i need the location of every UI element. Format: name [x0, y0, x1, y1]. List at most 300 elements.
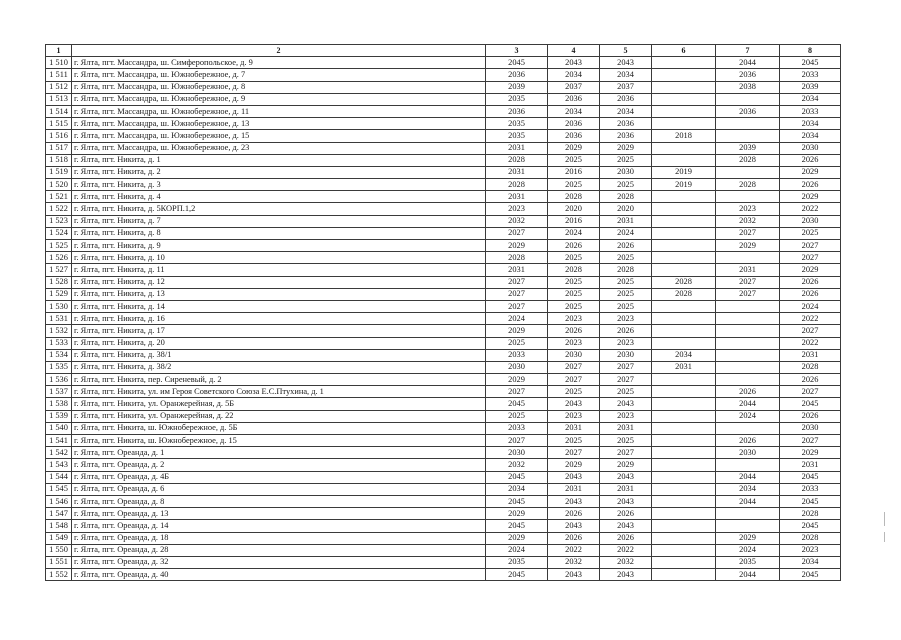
address-cell: г. Ялта, пгт. Ореанда, д. 1: [72, 447, 486, 459]
year-col-8-cell: 2026: [780, 288, 841, 300]
year-col-5-cell: 2043: [600, 471, 652, 483]
year-col-3-cell: 2031: [486, 166, 548, 178]
row-number-cell: 1 520: [46, 179, 72, 191]
year-col-6-cell: [652, 191, 716, 203]
year-col-5-cell: 2043: [600, 398, 652, 410]
year-col-8-cell: 2026: [780, 276, 841, 288]
address-cell: г. Ялта, пгт. Никита, д. 13: [72, 288, 486, 300]
year-col-3-cell: 2027: [486, 288, 548, 300]
row-number-cell: 1 521: [46, 191, 72, 203]
scan-edge-mark: [884, 532, 885, 542]
year-col-4-cell: 2025: [548, 386, 600, 398]
table-row: [46, 166, 841, 178]
year-col-4-cell: 2027: [548, 374, 600, 386]
column-header: 7: [716, 45, 780, 57]
year-col-3-cell: 2045: [486, 569, 548, 581]
year-col-7-cell: 2044: [716, 57, 780, 69]
year-col-4-cell: 2026: [548, 240, 600, 252]
year-col-4-cell: 2025: [548, 179, 600, 191]
table-row: [46, 435, 841, 447]
year-col-8-cell: 2031: [780, 459, 841, 471]
address-cell: г. Ялта, пгт. Ореанда, д. 2: [72, 459, 486, 471]
year-col-4-cell: 2025: [548, 276, 600, 288]
year-col-5-cell: 2023: [600, 337, 652, 349]
year-col-6-cell: [652, 154, 716, 166]
year-col-3-cell: 2031: [486, 264, 548, 276]
year-col-7-cell: 2032: [716, 215, 780, 227]
year-col-8-cell: 2027: [780, 386, 841, 398]
year-col-3-cell: 2045: [486, 520, 548, 532]
year-col-3-cell: 2033: [486, 422, 548, 434]
year-col-7-cell: [716, 508, 780, 520]
year-col-3-cell: 2029: [486, 508, 548, 520]
year-col-7-cell: 2044: [716, 398, 780, 410]
year-col-5-cell: 2034: [600, 69, 652, 81]
row-number-cell: 1 550: [46, 544, 72, 556]
address-cell: г. Ялта, пгт. Ореанда, д. 6: [72, 483, 486, 495]
year-col-3-cell: 2027: [486, 276, 548, 288]
year-col-7-cell: [716, 166, 780, 178]
address-cell: г. Ялта, пгт. Массандра, ш. Симферопольское, д. 9: [72, 57, 486, 69]
year-col-3-cell: 2029: [486, 532, 548, 544]
year-col-4-cell: 2025: [548, 288, 600, 300]
address-cell: г. Ялта, пгт. Никита, д. 10: [72, 252, 486, 264]
year-col-3-cell: 2027: [486, 435, 548, 447]
address-cell: г. Ялта, пгт. Никита, ш. Южнобережное, д. 5Б: [72, 422, 486, 434]
year-col-5-cell: 2027: [600, 374, 652, 386]
year-col-7-cell: 2034: [716, 483, 780, 495]
year-col-8-cell: 2030: [780, 422, 841, 434]
address-cell: г. Ялта, пгт. Ореанда, д. 32: [72, 556, 486, 568]
year-col-3-cell: 2045: [486, 471, 548, 483]
year-col-5-cell: 2025: [600, 288, 652, 300]
year-col-4-cell: 2028: [548, 264, 600, 276]
year-col-6-cell: [652, 483, 716, 495]
year-col-6-cell: [652, 57, 716, 69]
year-col-4-cell: 2023: [548, 410, 600, 422]
address-cell: г. Ялта, пгт. Никита, д. 38/2: [72, 361, 486, 373]
year-col-6-cell: [652, 422, 716, 434]
year-col-7-cell: [716, 337, 780, 349]
year-col-5-cell: 2031: [600, 422, 652, 434]
year-col-5-cell: 2043: [600, 520, 652, 532]
address-cell: г. Ялта, пгт. Никита, ул. Оранжерейная, д. 5Б: [72, 398, 486, 410]
address-cell: г. Ялта, пгт. Ореанда, д. 8: [72, 495, 486, 507]
schedule-table: [45, 44, 841, 581]
year-col-4-cell: 2020: [548, 203, 600, 215]
year-col-7-cell: [716, 130, 780, 142]
year-col-8-cell: 2045: [780, 495, 841, 507]
address-cell: г. Ялта, пгт. Никита, д. 7: [72, 215, 486, 227]
column-header: 4: [548, 45, 600, 57]
year-col-8-cell: 2029: [780, 166, 841, 178]
year-col-3-cell: 2029: [486, 325, 548, 337]
table-row: [46, 142, 841, 154]
year-col-8-cell: 2045: [780, 569, 841, 581]
year-col-6-cell: [652, 264, 716, 276]
address-cell: г. Ялта, пгт. Никита, д. 12: [72, 276, 486, 288]
year-col-7-cell: [716, 300, 780, 312]
table-row: [46, 191, 841, 203]
year-col-7-cell: 2036: [716, 105, 780, 117]
year-col-5-cell: 2027: [600, 361, 652, 373]
year-col-7-cell: 2023: [716, 203, 780, 215]
year-col-7-cell: 2027: [716, 227, 780, 239]
year-col-6-cell: [652, 386, 716, 398]
year-col-5-cell: 2036: [600, 118, 652, 130]
year-col-8-cell: 2030: [780, 142, 841, 154]
row-number-cell: 1 530: [46, 300, 72, 312]
table-row: [46, 349, 841, 361]
header-row: [46, 45, 841, 57]
year-col-8-cell: 2022: [780, 313, 841, 325]
year-col-8-cell: 2028: [780, 361, 841, 373]
row-number-cell: 1 511: [46, 69, 72, 81]
table-row: [46, 532, 841, 544]
table-row: [46, 264, 841, 276]
row-number-cell: 1 528: [46, 276, 72, 288]
row-number-cell: 1 551: [46, 556, 72, 568]
year-col-5-cell: 2043: [600, 495, 652, 507]
year-col-8-cell: 2027: [780, 252, 841, 264]
table-row: [46, 520, 841, 532]
row-number-cell: 1 538: [46, 398, 72, 410]
row-number-cell: 1 534: [46, 349, 72, 361]
year-col-6-cell: [652, 325, 716, 337]
year-col-7-cell: [716, 361, 780, 373]
year-col-3-cell: 2039: [486, 81, 548, 93]
year-col-3-cell: 2036: [486, 69, 548, 81]
address-cell: г. Ялта, пгт. Массандра, ш. Южнобережное, д. 7: [72, 69, 486, 81]
year-col-3-cell: 2025: [486, 337, 548, 349]
year-col-7-cell: 2027: [716, 276, 780, 288]
year-col-8-cell: 2029: [780, 447, 841, 459]
year-col-6-cell: [652, 203, 716, 215]
year-col-8-cell: 2030: [780, 215, 841, 227]
year-col-5-cell: 2036: [600, 93, 652, 105]
year-col-6-cell: [652, 337, 716, 349]
address-cell: г. Ялта, пгт. Никита, д. 4: [72, 191, 486, 203]
address-cell: г. Ялта, пгт. Массандра, ш. Южнобережное, д. 15: [72, 130, 486, 142]
year-col-7-cell: 2030: [716, 447, 780, 459]
year-col-4-cell: 2030: [548, 349, 600, 361]
year-col-8-cell: 2045: [780, 57, 841, 69]
row-number-cell: 1 535: [46, 361, 72, 373]
year-col-6-cell: 2034: [652, 349, 716, 361]
table-row: [46, 154, 841, 166]
row-number-cell: 1 533: [46, 337, 72, 349]
year-col-7-cell: [716, 252, 780, 264]
year-col-6-cell: [652, 471, 716, 483]
column-header: 8: [780, 45, 841, 57]
address-cell: г. Ялта, пгт. Никита, д. 5КОРП.1,2: [72, 203, 486, 215]
year-col-8-cell: 2033: [780, 69, 841, 81]
table-row: [46, 215, 841, 227]
row-number-cell: 1 513: [46, 93, 72, 105]
row-number-cell: 1 540: [46, 422, 72, 434]
year-col-7-cell: [716, 422, 780, 434]
year-col-5-cell: 2028: [600, 264, 652, 276]
row-number-cell: 1 526: [46, 252, 72, 264]
year-col-6-cell: [652, 313, 716, 325]
row-number-cell: 1 514: [46, 105, 72, 117]
table-row: [46, 240, 841, 252]
row-number-cell: 1 548: [46, 520, 72, 532]
address-cell: г. Ялта, пгт. Ореанда, д. 28: [72, 544, 486, 556]
year-col-4-cell: 2025: [548, 300, 600, 312]
year-col-5-cell: 2025: [600, 386, 652, 398]
year-col-3-cell: 2045: [486, 398, 548, 410]
table-row: [46, 386, 841, 398]
address-cell: г. Ялта, пгт. Ореанда, д. 40: [72, 569, 486, 581]
year-col-5-cell: 2030: [600, 349, 652, 361]
year-col-6-cell: [652, 544, 716, 556]
year-col-4-cell: 2026: [548, 325, 600, 337]
year-col-7-cell: 2026: [716, 435, 780, 447]
year-col-8-cell: 2028: [780, 508, 841, 520]
row-number-cell: 1 522: [46, 203, 72, 215]
row-number-cell: 1 532: [46, 325, 72, 337]
table-row: [46, 337, 841, 349]
year-col-4-cell: 2022: [548, 544, 600, 556]
year-col-4-cell: 2029: [548, 459, 600, 471]
address-cell: г. Ялта, пгт. Ореанда, д. 13: [72, 508, 486, 520]
year-col-3-cell: 2028: [486, 179, 548, 191]
year-col-5-cell: 2026: [600, 508, 652, 520]
row-number-cell: 1 542: [46, 447, 72, 459]
row-number-cell: 1 518: [46, 154, 72, 166]
address-cell: г. Ялта, пгт. Никита, д. 3: [72, 179, 486, 191]
year-col-4-cell: 2027: [548, 361, 600, 373]
table-row: [46, 447, 841, 459]
table-row: [46, 495, 841, 507]
year-col-7-cell: 2044: [716, 495, 780, 507]
year-col-4-cell: 2027: [548, 447, 600, 459]
year-col-4-cell: 2016: [548, 166, 600, 178]
year-col-4-cell: 2036: [548, 93, 600, 105]
row-number-cell: 1 515: [46, 118, 72, 130]
address-cell: г. Ялта, пгт. Никита, д. 9: [72, 240, 486, 252]
year-col-5-cell: 2025: [600, 276, 652, 288]
table-row: [46, 288, 841, 300]
year-col-3-cell: 2027: [486, 300, 548, 312]
year-col-6-cell: [652, 508, 716, 520]
year-col-8-cell: 2027: [780, 325, 841, 337]
year-col-8-cell: 2022: [780, 203, 841, 215]
year-col-6-cell: [652, 459, 716, 471]
address-cell: г. Ялта, пгт. Никита, ул. им Героя Советского Союза Е.С.Птухина, д. 1: [72, 386, 486, 398]
year-col-3-cell: 2028: [486, 252, 548, 264]
year-col-7-cell: 2038: [716, 81, 780, 93]
year-col-5-cell: 2027: [600, 447, 652, 459]
year-col-3-cell: 2024: [486, 313, 548, 325]
year-col-5-cell: 2023: [600, 410, 652, 422]
address-cell: г. Ялта, пгт. Массандра, ш. Южнобережное, д. 9: [72, 93, 486, 105]
year-col-7-cell: 2029: [716, 240, 780, 252]
table-row: [46, 410, 841, 422]
year-col-5-cell: 2029: [600, 142, 652, 154]
table-row: [46, 556, 841, 568]
year-col-6-cell: [652, 435, 716, 447]
year-col-6-cell: [652, 93, 716, 105]
table-row: [46, 57, 841, 69]
year-col-6-cell: [652, 105, 716, 117]
row-number-cell: 1 516: [46, 130, 72, 142]
year-col-8-cell: 2034: [780, 118, 841, 130]
year-col-7-cell: 2039: [716, 142, 780, 154]
year-col-8-cell: 2045: [780, 520, 841, 532]
year-col-7-cell: [716, 118, 780, 130]
year-col-4-cell: 2036: [548, 130, 600, 142]
year-col-7-cell: [716, 374, 780, 386]
year-col-6-cell: [652, 142, 716, 154]
year-col-8-cell: 2024: [780, 300, 841, 312]
row-number-cell: 1 527: [46, 264, 72, 276]
row-number-cell: 1 549: [46, 532, 72, 544]
year-col-6-cell: [652, 118, 716, 130]
year-col-4-cell: 2031: [548, 422, 600, 434]
year-col-3-cell: 2035: [486, 556, 548, 568]
year-col-6-cell: [652, 398, 716, 410]
year-col-6-cell: [652, 300, 716, 312]
year-col-4-cell: 2025: [548, 154, 600, 166]
year-col-3-cell: 2034: [486, 483, 548, 495]
year-col-8-cell: 2026: [780, 179, 841, 191]
row-number-cell: 1 539: [46, 410, 72, 422]
address-cell: г. Ялта, пгт. Массандра, ш. Южнобережное, д. 8: [72, 81, 486, 93]
year-col-3-cell: 2032: [486, 459, 548, 471]
table-row: [46, 374, 841, 386]
year-col-8-cell: 2026: [780, 154, 841, 166]
year-col-3-cell: 2032: [486, 215, 548, 227]
table-row: [46, 69, 841, 81]
year-col-3-cell: 2030: [486, 361, 548, 373]
row-number-cell: 1 545: [46, 483, 72, 495]
year-col-3-cell: 2035: [486, 130, 548, 142]
year-col-3-cell: 2035: [486, 93, 548, 105]
year-col-4-cell: 2043: [548, 495, 600, 507]
year-col-7-cell: 2026: [716, 386, 780, 398]
year-col-7-cell: 2031: [716, 264, 780, 276]
year-col-8-cell: 2029: [780, 191, 841, 203]
year-col-7-cell: [716, 93, 780, 105]
year-col-8-cell: 2033: [780, 105, 841, 117]
year-col-7-cell: 2024: [716, 544, 780, 556]
year-col-4-cell: 2034: [548, 105, 600, 117]
year-col-6-cell: [652, 410, 716, 422]
year-col-6-cell: 2018: [652, 130, 716, 142]
address-cell: г. Ялта, пгт. Ореанда, д. 4Б: [72, 471, 486, 483]
year-col-6-cell: [652, 69, 716, 81]
year-col-4-cell: 2025: [548, 252, 600, 264]
year-col-5-cell: 2026: [600, 532, 652, 544]
year-col-4-cell: 2023: [548, 337, 600, 349]
year-col-8-cell: 2027: [780, 435, 841, 447]
table-row: [46, 569, 841, 581]
year-col-8-cell: 2027: [780, 240, 841, 252]
year-col-7-cell: 2024: [716, 410, 780, 422]
table-row: [46, 252, 841, 264]
year-col-7-cell: 2044: [716, 471, 780, 483]
address-cell: г. Ялта, пгт. Никита, пер. Сиреневый, д. 2: [72, 374, 486, 386]
table-row: [46, 276, 841, 288]
row-number-cell: 1 512: [46, 81, 72, 93]
table-row: [46, 471, 841, 483]
year-col-5-cell: 2037: [600, 81, 652, 93]
column-header: 1: [46, 45, 72, 57]
table-row: [46, 227, 841, 239]
year-col-8-cell: 2045: [780, 398, 841, 410]
year-col-3-cell: 2045: [486, 57, 548, 69]
year-col-7-cell: [716, 459, 780, 471]
row-number-cell: 1 517: [46, 142, 72, 154]
table-row: [46, 422, 841, 434]
year-col-5-cell: 2026: [600, 325, 652, 337]
year-col-8-cell: 2023: [780, 544, 841, 556]
table-row: [46, 361, 841, 373]
year-col-3-cell: 2027: [486, 386, 548, 398]
table-row: [46, 93, 841, 105]
year-col-4-cell: 2023: [548, 313, 600, 325]
year-col-4-cell: 2024: [548, 227, 600, 239]
year-col-6-cell: 2028: [652, 288, 716, 300]
year-col-5-cell: 2023: [600, 313, 652, 325]
table-row: [46, 300, 841, 312]
year-col-4-cell: 2029: [548, 142, 600, 154]
year-col-5-cell: 2028: [600, 191, 652, 203]
year-col-8-cell: 2029: [780, 264, 841, 276]
address-cell: г. Ялта, пгт. Никита, д. 14: [72, 300, 486, 312]
year-col-8-cell: 2022: [780, 337, 841, 349]
year-col-5-cell: 2025: [600, 179, 652, 191]
year-col-5-cell: 2022: [600, 544, 652, 556]
year-col-3-cell: 2036: [486, 105, 548, 117]
row-number-cell: 1 519: [46, 166, 72, 178]
table-row: [46, 398, 841, 410]
year-col-5-cell: 2025: [600, 300, 652, 312]
year-col-6-cell: [652, 227, 716, 239]
year-col-5-cell: 2031: [600, 215, 652, 227]
year-col-7-cell: [716, 313, 780, 325]
address-cell: г. Ялта, пгт. Массандра, ш. Южнобережное, д. 13: [72, 118, 486, 130]
table-row: [46, 508, 841, 520]
year-col-6-cell: 2031: [652, 361, 716, 373]
year-col-4-cell: 2043: [548, 520, 600, 532]
year-col-4-cell: 2026: [548, 532, 600, 544]
year-col-4-cell: 2034: [548, 69, 600, 81]
year-col-5-cell: 2024: [600, 227, 652, 239]
address-cell: г. Ялта, пгт. Никита, д. 11: [72, 264, 486, 276]
year-col-7-cell: 2029: [716, 532, 780, 544]
year-col-3-cell: 2030: [486, 447, 548, 459]
year-col-3-cell: 2028: [486, 154, 548, 166]
address-cell: г. Ялта, пгт. Никита, д. 2: [72, 166, 486, 178]
year-col-5-cell: 2029: [600, 459, 652, 471]
table-body: [46, 45, 841, 581]
year-col-4-cell: 2032: [548, 556, 600, 568]
table-row: [46, 118, 841, 130]
year-col-6-cell: [652, 495, 716, 507]
year-col-6-cell: 2019: [652, 166, 716, 178]
address-cell: г. Ялта, пгт. Никита, д. 1: [72, 154, 486, 166]
year-col-5-cell: 2026: [600, 240, 652, 252]
row-number-cell: 1 546: [46, 495, 72, 507]
year-col-6-cell: 2028: [652, 276, 716, 288]
address-cell: г. Ялта, пгт. Ореанда, д. 18: [72, 532, 486, 544]
year-col-7-cell: 2028: [716, 179, 780, 191]
row-number-cell: 1 524: [46, 227, 72, 239]
year-col-8-cell: 2039: [780, 81, 841, 93]
